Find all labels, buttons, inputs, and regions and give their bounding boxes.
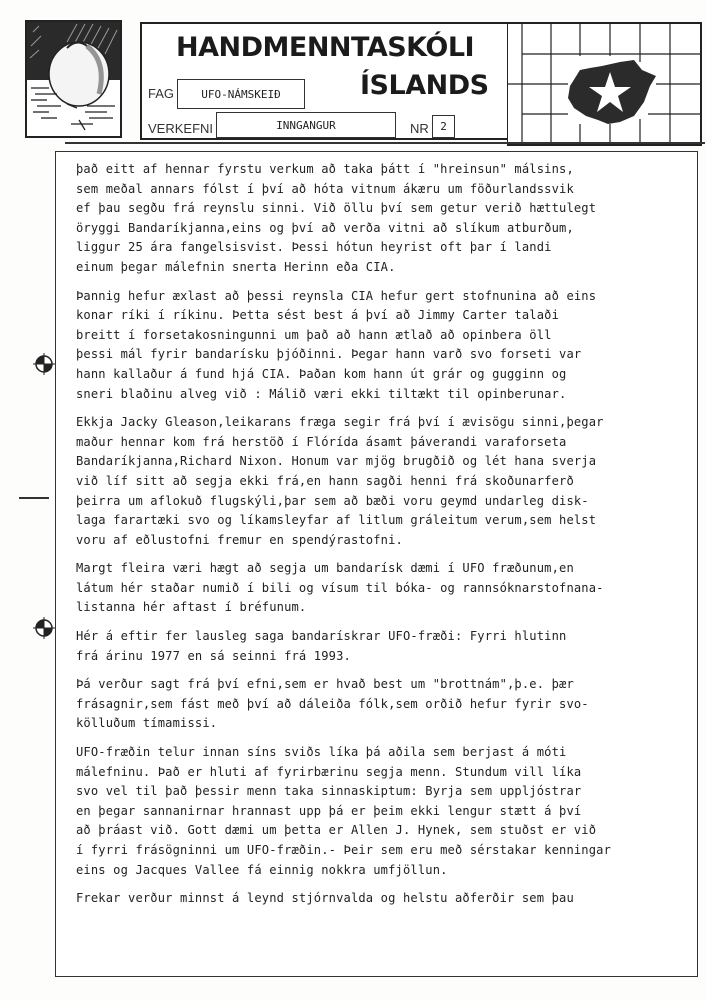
paragraph: Þá verður sagt frá því efni,sem er hvað best um "brottnám",þ.e. þær frásagnir,sem fást með því að dáleiða fólk,sem orðið hefur fyrir svo- kölluðum tímamissi. <box>76 677 589 731</box>
paragraph: Þannig hefur æxlast að þessi reynsla CIA hefur gert stofnunina að eins konar ríki í ríkinu. Þetta sést best á því að Jimmy Carter talaði breitt í forsetakosningunni um það að hann ætlað að opinbera öll þessi mál fyrir bandarísku þjóðinni. Þegar hann varð svo forseti var hann kallaður á fund hjá CIA. Þaðan kom hann út grár og gugginn og sneri blaðinu alveg við : Málið væri ekki tiltækt til opinberunar. <box>76 288 597 401</box>
moon-over-sea-icon <box>27 22 120 136</box>
school-logo-moon <box>25 20 122 138</box>
subject-label: FAG <box>148 86 175 101</box>
paragraph: Frekar verður minnst á leynd stjórnvalda og helstu aðferðir sem þau <box>76 891 574 906</box>
paragraph: Hér á eftir fer lausleg saga bandarískrar UFO-fræði: Fyrri hlutinn frá árinu 1977 en sá seinni frá 1993. <box>76 629 567 663</box>
paragraph: Margt fleira væri hægt að segja um bandarísk dæmi í UFO fræðunum,en látum hér staðar numið í bili og vísum til bóka- og rannsóknarstofnana- listanna hér aftast í bréfunum. <box>76 561 604 615</box>
number-field <box>432 115 455 138</box>
registration-mark-icon <box>33 617 55 639</box>
header-form <box>140 22 507 140</box>
paragraph: UFO-fræðin telur innan síns sviðs líka þá aðila sem berjast á móti málefninu. Það er hluti af fyrirbærinu segja menn. Stundum vill líka svo vel til það þessir menn taka sinnaskiptum: Byrja sem uppljóstrar en þegar sannanirnar hrannast upp þá er þeim ekki lengur stætt á því að þráast við. Gott dæmi um þetta er Allen J. Hynek, sem stuðst er við í fyrri frásögninni um UFO-fræðin.- Þeir sem eru með sérstakar kenningar eins og Jacques Vallee fá einnig nokkra umfjöllun. <box>76 745 612 877</box>
document-body <box>55 151 698 977</box>
header-divider <box>65 142 705 144</box>
subject-field <box>177 79 305 109</box>
fold-mark <box>19 497 49 499</box>
school-name-line2: ÍSLANDS <box>360 70 489 101</box>
subject-value: UFO-NÁMSKEIÐ <box>201 87 281 101</box>
registration-mark-icon <box>33 353 55 375</box>
paragraph: Ekkja Jacky Gleason,leikarans fræga segir frá því í ævisögu sinni,þegar maður hennar kom frá herstöð í Flórída ásamt þáverandi varaforseta Bandaríkjanna,Richard Nixon. Honum var mjög brugðið og lét hana sverja við líf sitt að segja ekki frá,en hann sagði henni frá skoðunarferð þeirra um aflokuð flugskýli,þar sem að bæði voru geymd undarleg disk- laga farartæki svo og líkamsleyfar af litlum gráleitum verum,sem helst voru af eðlustofni fremur en spendýrastofni. <box>76 415 604 547</box>
school-logo-star <box>507 22 702 146</box>
star-on-grid-icon <box>508 24 700 144</box>
number-value: 2 <box>440 120 447 133</box>
number-label: NR <box>410 121 429 136</box>
paragraph: það eitt af hennar fyrstu verkum að taka þátt í "hreinsun" málsins, sem meðal annars fólst í því að hóta vitnum ákæru um föðurlandssvik ef þau segðu frá reynslu sinni. Við öllu því sem getur verið hættulegt öryggi Bandaríkjanna,eins og því að verða vitni að slíkum atburðum, liggur 25 ára fangelsisvist. Þessi hótun heyrist oft þar í landi einum þegar málefnin snerta Herinn eða CIA. <box>76 162 597 274</box>
school-name-line1: HANDMENNTASKÓLI <box>176 32 475 63</box>
assignment-field <box>216 112 396 138</box>
assignment-value: INNGANGUR <box>276 118 336 132</box>
assignment-label: VERKEFNI <box>148 121 214 136</box>
